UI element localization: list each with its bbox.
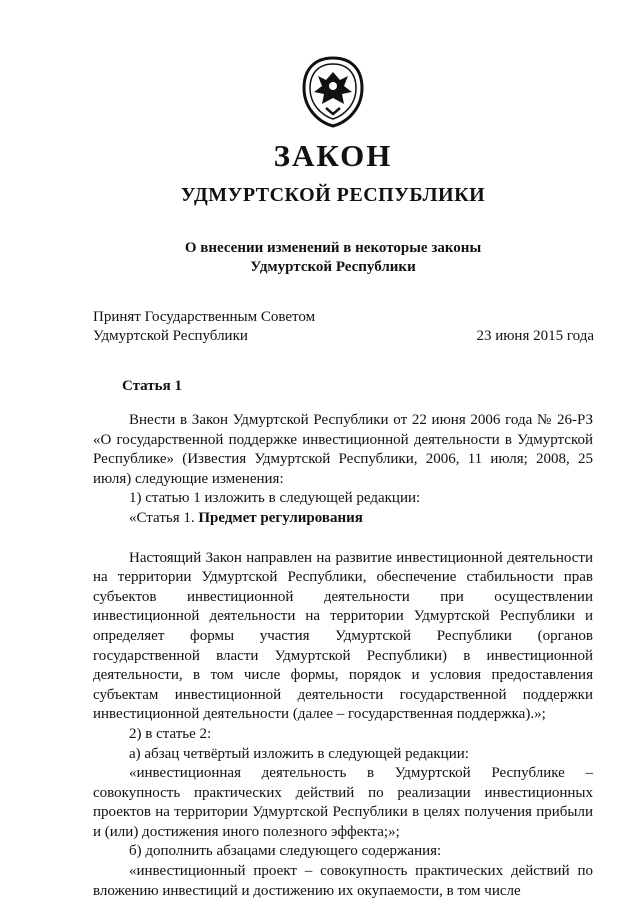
paragraph-sub-b: б) дополнить абзацами следующего содержания: [129,843,442,860]
paragraph-subject-text: Настоящий Закон направлен на развитие инвестиционной деятельности на территории Удмуртской Республики, обеспечение стабильности прав субъектов инвестиционной деятельности при осуществлении инвестиционной деятельности на территории Удмуртской Республики и определяет формы участия Удмуртской Республики (органов государственной власти Удмуртской Республики) в инвестиционной деятельности, в том числе формы, порядок и условия предоставления субъектам инвестиционной деятельности государственной поддержки инвестиционной деятельности (далее – государственная поддержка).»; [93,549,593,723]
law-name-line1: О внесении изменений в некоторые законы [184,240,482,256]
adoption-date: 23 июня 2015 года [476,328,594,344]
article-subject: Предмет регулирования [198,509,363,526]
law-name-line2: Удмуртской Республики [250,259,416,275]
article-body [93,411,593,901]
paragraph-item-2: 2) в статье 2: [129,725,212,742]
paragraph-article-heading [93,509,593,529]
adoption-line1: Принят Государственным Советом [93,309,316,325]
paragraph-sub-a: а) абзац четвёртый изложить в следующей редакции: [129,745,469,762]
article-heading: Статья 1 [122,378,182,394]
adoption-line2: Удмуртской Республики [93,328,248,344]
document-title: ЗАКОН [273,138,393,173]
udmurt-emblem-icon [300,56,366,128]
document-subtitle: УДМУРТСКОЙ РЕСПУБЛИКИ [180,184,486,206]
article-prefix: «Статья 1. [129,509,199,526]
law-name [0,239,640,277]
paragraph-item-1: 1) статью 1 изложить в следующей редакции: [129,490,421,507]
paragraph-intro: Внести в Закон Удмуртской Республики от 22 июня 2006 года № 26-РЗ «О государственной поддержке инвестиционной деятельности в Удмуртской Республике» (Известия Удмуртской Республики, 2006, 11 июля; 2008, 25 июля) следующие изменения: [93,412,593,487]
adoption-block [93,308,315,346]
paragraph-definition-project: «инвестиционный проект – совокупность практических действий по вложению инвестиций и достижению их окупаемости, в том числе [93,863,593,899]
paragraph-definition-activity: «инвестиционная деятельность в Удмуртской Республике – совокупность практических действий по реализации инвестиционных проектов на территории Удмуртской Республики в целях получения прибыли и (или) достижения иного полезного эффекта;»; [93,765,593,840]
